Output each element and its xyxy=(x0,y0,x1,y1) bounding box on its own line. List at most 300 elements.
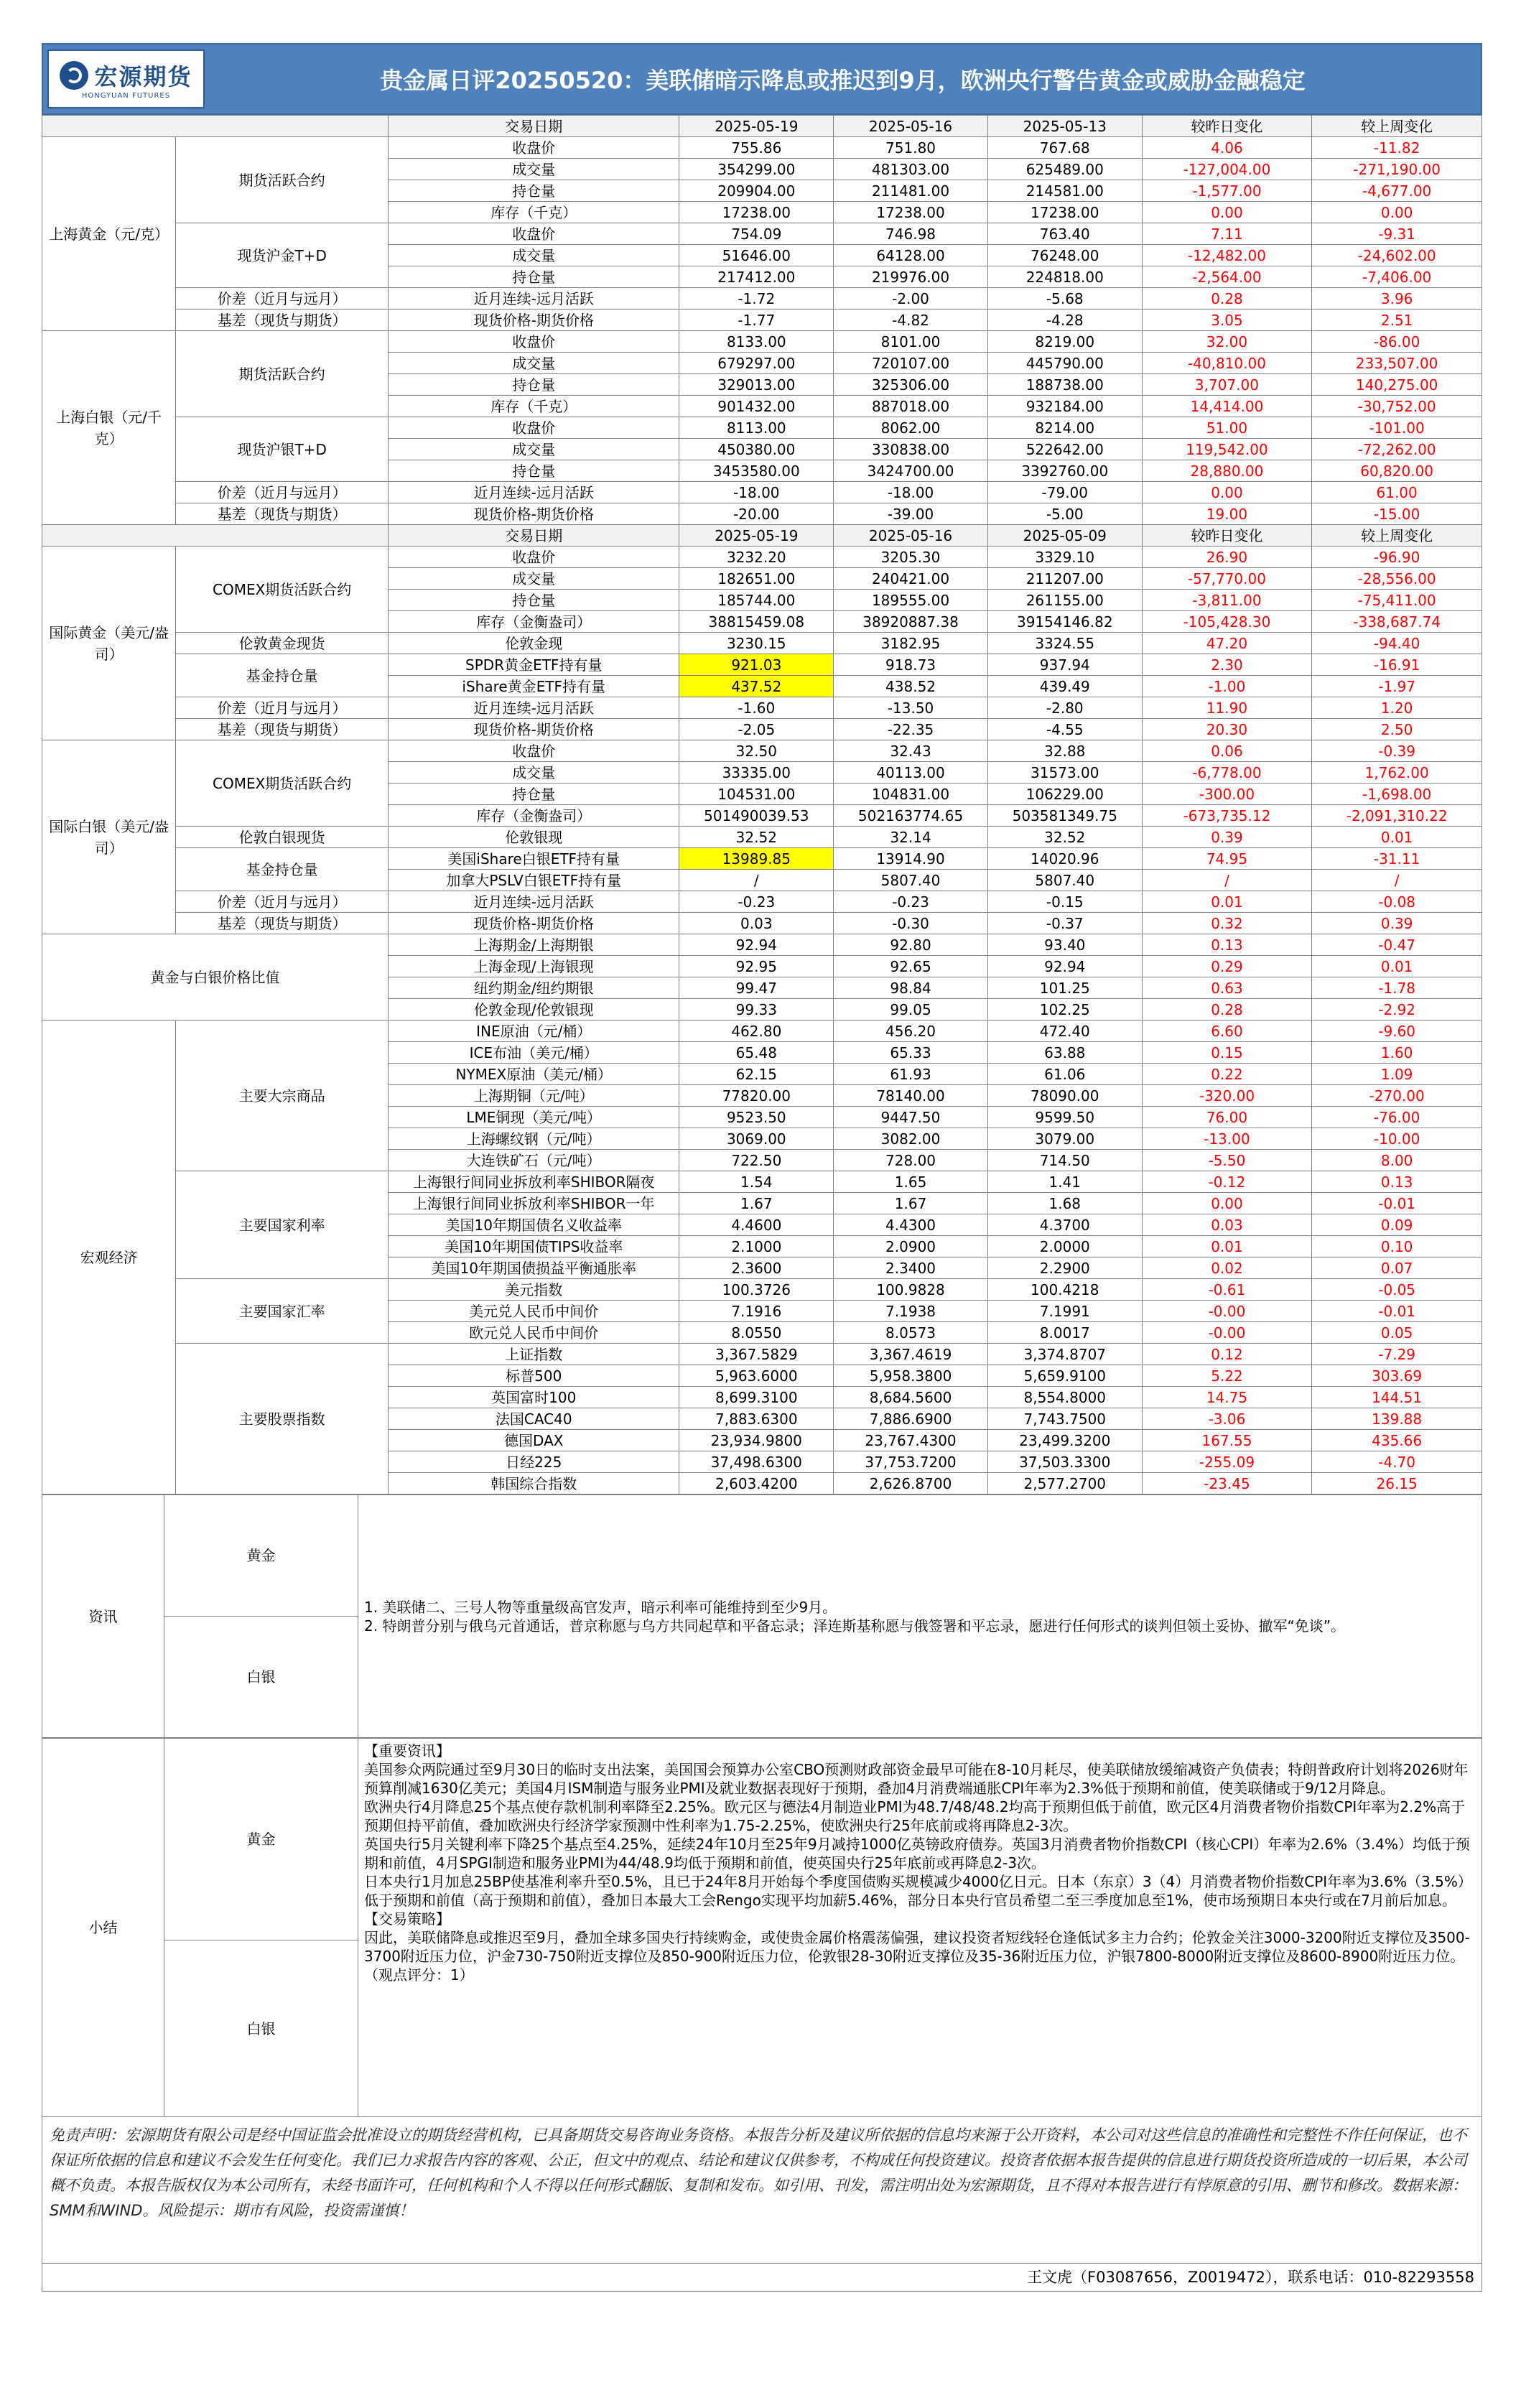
value-cell: 522642.00 xyxy=(987,439,1142,460)
value-cell: -0.47 xyxy=(1312,934,1482,956)
value-cell: 932184.00 xyxy=(987,396,1142,417)
value-cell: -300.00 xyxy=(1142,784,1312,805)
table-row xyxy=(42,137,1482,159)
value-cell: -79.00 xyxy=(987,482,1142,503)
summary-silver-label: 白银 xyxy=(164,1940,358,2117)
value-cell: 65.48 xyxy=(679,1042,834,1064)
item-label-cell: 成交量 xyxy=(389,353,679,374)
table-row xyxy=(42,654,1482,676)
item-label-cell: 持仓量 xyxy=(389,180,679,202)
value-cell: 0.01 xyxy=(1142,891,1312,913)
item-label-cell: 收盘价 xyxy=(389,223,679,245)
value-cell: 3230.15 xyxy=(679,633,834,654)
value-cell: -271,190.00 xyxy=(1312,159,1482,180)
value-cell: 329013.00 xyxy=(679,374,834,396)
value-cell: 32.43 xyxy=(834,740,988,762)
subcategory-cell: 伦敦白银现货 xyxy=(176,827,389,848)
value-cell: 0.03 xyxy=(1142,1214,1312,1236)
subcategory-cell: COMEX期货活跃合约 xyxy=(176,547,389,633)
value-cell: 7,886.6900 xyxy=(834,1408,988,1430)
subcategory-cell: 价差（近月与远月） xyxy=(176,482,389,503)
value-cell: 303.69 xyxy=(1312,1365,1482,1387)
value-cell: -1.97 xyxy=(1312,676,1482,697)
value-cell: 8133.00 xyxy=(679,331,834,353)
value-cell: 32.88 xyxy=(987,740,1142,762)
value-cell: 78140.00 xyxy=(834,1085,988,1107)
item-label-cell: 美国10年期国债TIPS收益率 xyxy=(389,1236,679,1258)
value-cell: 240421.00 xyxy=(834,568,988,590)
value-cell: 3,367.4619 xyxy=(834,1344,988,1365)
item-label-cell: 上海螺纹钢（元/吨） xyxy=(389,1128,679,1150)
value-cell: 1.41 xyxy=(987,1171,1142,1193)
subcategory-cell: 现货沪银T+D xyxy=(176,417,389,482)
item-label-cell: SPDR黄金ETF持有量 xyxy=(389,654,679,676)
value-cell: 887018.00 xyxy=(834,396,988,417)
value-cell: 99.33 xyxy=(679,999,834,1021)
value-cell: 104831.00 xyxy=(834,784,988,805)
value-cell: 2.2900 xyxy=(987,1258,1142,1279)
item-label-cell: 日经225 xyxy=(389,1451,679,1473)
value-cell: 5807.40 xyxy=(834,870,988,891)
value-cell: 1.68 xyxy=(987,1193,1142,1214)
value-cell: 3453580.00 xyxy=(679,460,834,482)
item-label-cell: 韩国综合指数 xyxy=(389,1473,679,1494)
value-cell: -1,698.00 xyxy=(1312,784,1482,805)
value-cell: 937.94 xyxy=(987,654,1142,676)
value-cell: 92.94 xyxy=(987,956,1142,977)
value-cell: 918.73 xyxy=(834,654,988,676)
summary-content xyxy=(358,1739,1482,2117)
value-cell: 76.00 xyxy=(1142,1107,1312,1128)
table-row xyxy=(42,697,1482,719)
value-cell: 5,958.3800 xyxy=(834,1365,988,1387)
value-cell: 98.84 xyxy=(834,977,988,999)
value-cell: 0.39 xyxy=(1142,827,1312,848)
value-cell: 3205.30 xyxy=(834,547,988,568)
value-cell: 625489.00 xyxy=(987,159,1142,180)
summary-paragraph-eu: 欧洲央行4月降息25个基点使存款机制利率降至2.25%。欧元区与德法4月制造业PMI为48.7/48/48.2均高于预期但低于前值，欧元区4月消费者物价指数CPI年率为2.2%高于预期但持平前值，叠加欧洲央行经济学家预测中性利率为1.75-2.25%，使欧洲央行25年底前或将再降息2-3次。 xyxy=(364,1798,1466,1834)
value-cell: 92.94 xyxy=(679,934,834,956)
news-silver-label: 白银 xyxy=(164,1617,358,1738)
value-cell: 14020.96 xyxy=(987,848,1142,870)
value-cell: 32.50 xyxy=(679,740,834,762)
value-cell: 47.20 xyxy=(1142,633,1312,654)
value-cell: -39.00 xyxy=(834,503,988,525)
value-cell: 188738.00 xyxy=(987,374,1142,396)
item-label-cell: 近月连续-远月活跃 xyxy=(389,891,679,913)
value-cell: 140,275.00 xyxy=(1312,374,1482,396)
hongyuan-logo-icon xyxy=(60,61,88,90)
item-label-cell: 上海银行间同业拆放利率SHIBOR一年 xyxy=(389,1193,679,1214)
value-cell: -0.01 xyxy=(1312,1301,1482,1322)
value-cell: 2.0000 xyxy=(987,1236,1142,1258)
value-cell: 2.0900 xyxy=(834,1236,988,1258)
value-cell: 139.88 xyxy=(1312,1408,1482,1430)
value-cell: -1.00 xyxy=(1142,676,1312,697)
value-cell: 445790.00 xyxy=(987,353,1142,374)
value-cell: 3424700.00 xyxy=(834,460,988,482)
value-cell: 17238.00 xyxy=(679,202,834,223)
value-cell: 0.06 xyxy=(1142,740,1312,762)
report-header xyxy=(42,43,1482,115)
value-cell: -4.82 xyxy=(834,310,988,331)
value-cell: -2,564.00 xyxy=(1142,266,1312,288)
table-row xyxy=(42,1171,1482,1193)
subcategory-cell: 现货沪金T+D xyxy=(176,223,389,288)
value-cell: -5.00 xyxy=(987,503,1142,525)
value-cell: 751.80 xyxy=(834,137,988,159)
value-cell: 755.86 xyxy=(679,137,834,159)
value-cell: 3,707.00 xyxy=(1142,374,1312,396)
value-cell: 62.15 xyxy=(679,1064,834,1085)
value-cell: -0.15 xyxy=(987,891,1142,913)
value-cell: 0.00 xyxy=(1142,1193,1312,1214)
value-cell: 0.09 xyxy=(1312,1214,1482,1236)
value-cell: -0.30 xyxy=(834,913,988,934)
value-cell: -0.61 xyxy=(1142,1279,1312,1301)
value-cell: 0.12 xyxy=(1142,1344,1312,1365)
value-cell: 38920887.38 xyxy=(834,611,988,633)
value-cell: 14,414.00 xyxy=(1142,396,1312,417)
value-cell: 0.03 xyxy=(679,913,834,934)
data-table xyxy=(42,115,1482,1494)
value-cell: -20.00 xyxy=(679,503,834,525)
item-label-cell: 收盘价 xyxy=(389,137,679,159)
item-label-cell: 欧元兑人民币中间价 xyxy=(389,1322,679,1344)
value-cell: 93.40 xyxy=(987,934,1142,956)
value-cell: 1.65 xyxy=(834,1171,988,1193)
value-cell: 2.50 xyxy=(1312,719,1482,740)
value-cell: -3,811.00 xyxy=(1142,590,1312,611)
item-label-cell: 收盘价 xyxy=(389,331,679,353)
value-cell: -76.00 xyxy=(1312,1107,1482,1128)
value-cell: 26.90 xyxy=(1142,547,1312,568)
value-cell: 435.66 xyxy=(1312,1430,1482,1451)
value-cell: 9447.50 xyxy=(834,1107,988,1128)
value-cell: 63.88 xyxy=(987,1042,1142,1064)
value-cell: 3329.10 xyxy=(987,547,1142,568)
value-cell: 3324.55 xyxy=(987,633,1142,654)
table-header-row xyxy=(42,525,1482,547)
value-cell: 1.60 xyxy=(1312,1042,1482,1064)
value-cell: 0.28 xyxy=(1142,999,1312,1021)
value-cell: 37,498.6300 xyxy=(679,1451,834,1473)
value-cell: -270.00 xyxy=(1312,1085,1482,1107)
value-cell: -4.28 xyxy=(987,310,1142,331)
value-cell: 104531.00 xyxy=(679,784,834,805)
summary-table xyxy=(42,1738,1482,2117)
item-label-cell: 德国DAX xyxy=(389,1430,679,1451)
table-row xyxy=(42,719,1482,740)
value-cell: 0.01 xyxy=(1142,1236,1312,1258)
report-page xyxy=(42,43,1482,2292)
value-cell: 100.9828 xyxy=(834,1279,988,1301)
value-cell: -0.00 xyxy=(1142,1322,1312,1344)
value-cell: 51.00 xyxy=(1142,417,1312,439)
value-cell: 209904.00 xyxy=(679,180,834,202)
value-cell: -28,556.00 xyxy=(1312,568,1482,590)
value-cell: 0.32 xyxy=(1142,913,1312,934)
value-cell: -4,677.00 xyxy=(1312,180,1482,202)
value-cell: -4.70 xyxy=(1312,1451,1482,1473)
value-cell: 13989.85 xyxy=(679,848,834,870)
value-cell: 211207.00 xyxy=(987,568,1142,590)
value-cell: 26.15 xyxy=(1312,1473,1482,1494)
value-cell: 6.60 xyxy=(1142,1021,1312,1042)
table-row xyxy=(42,891,1482,913)
item-label-cell: 伦敦金现 xyxy=(389,633,679,654)
value-cell: 1.67 xyxy=(834,1193,988,1214)
value-cell: 106229.00 xyxy=(987,784,1142,805)
category-cell: 上海白银（元/千克） xyxy=(42,331,176,525)
value-cell: 119,542.00 xyxy=(1142,439,1312,460)
value-cell: 2.1000 xyxy=(679,1236,834,1258)
header-blank-cell xyxy=(42,525,389,547)
subcategory-cell: 价差（近月与远月） xyxy=(176,697,389,719)
value-cell: -6,778.00 xyxy=(1142,762,1312,784)
value-cell: -18.00 xyxy=(834,482,988,503)
value-cell: -105,428.30 xyxy=(1142,611,1312,633)
value-cell: -2.00 xyxy=(834,288,988,310)
subcategory-cell: 基差（现货与期货） xyxy=(176,310,389,331)
value-cell: -2.92 xyxy=(1312,999,1482,1021)
value-cell: 901432.00 xyxy=(679,396,834,417)
value-cell: 92.95 xyxy=(679,956,834,977)
subcategory-cell: 主要股票指数 xyxy=(176,1344,389,1494)
table-row xyxy=(42,934,1482,956)
value-cell: 7.1938 xyxy=(834,1301,988,1322)
value-cell: 38815459.08 xyxy=(679,611,834,633)
logo-text: 宏源期货 xyxy=(94,62,192,90)
value-cell: 167.55 xyxy=(1142,1430,1312,1451)
item-label-cell: 加拿大PSLV白银ETF持有量 xyxy=(389,870,679,891)
value-cell: 8219.00 xyxy=(987,331,1142,353)
value-cell: 13914.90 xyxy=(834,848,988,870)
value-cell: 23,934.9800 xyxy=(679,1430,834,1451)
value-cell: -0.01 xyxy=(1312,1193,1482,1214)
value-cell: -30,752.00 xyxy=(1312,396,1482,417)
value-cell: 3232.20 xyxy=(679,547,834,568)
item-label-cell: 上证指数 xyxy=(389,1344,679,1365)
item-label-cell: 成交量 xyxy=(389,245,679,266)
news-gold-label: 黄金 xyxy=(164,1495,358,1617)
value-cell: 8101.00 xyxy=(834,331,988,353)
value-cell: -16.91 xyxy=(1312,654,1482,676)
value-cell: 3182.95 xyxy=(834,633,988,654)
author-contact: 王文虎（F03087656，Z0019472），联系电话：010-82293558 xyxy=(42,2264,1482,2292)
item-label-cell: 现货价格-期货价格 xyxy=(389,503,679,525)
summary-paragraph-us: 美国参众两院通过至9月30日的临时支出法案，美国国会预算办公室CBO预测财政部资金最早可能在8-10月耗尽，使美联储放缓缩减资产负债表；特朗普政府计划将2026财年预算削减1630亿美元；美国4月ISM制造与服务业PMI及就业数据表现好于预期，叠加4月消费端通胀CPI年率为2.3%低于预期和前值，使美联储或于9/12月降息。 xyxy=(364,1761,1469,1797)
value-cell: -22.35 xyxy=(834,719,988,740)
value-cell: 437.52 xyxy=(679,676,834,697)
value-cell: 28,880.00 xyxy=(1142,460,1312,482)
header-cell-d3: 2025-05-13 xyxy=(987,116,1142,137)
value-cell: 32.52 xyxy=(679,827,834,848)
value-cell: -9.31 xyxy=(1312,223,1482,245)
value-cell: 233,507.00 xyxy=(1312,353,1482,374)
news-line-2: 2. 特朗普分别与俄乌元首通话，普京称愿与乌方共同起草和平备忘录；泽连斯基称愿与俄签署和平忘录，愿进行任何形式的谈判但领土妥协、撤军“免谈”。 xyxy=(364,1617,1346,1635)
item-label-cell: 纽约期金/纽约期银 xyxy=(389,977,679,999)
value-cell: -338,687.74 xyxy=(1312,611,1482,633)
value-cell: -0.23 xyxy=(679,891,834,913)
value-cell: 3.05 xyxy=(1142,310,1312,331)
value-cell: 219976.00 xyxy=(834,266,988,288)
logo-subtext: HONGYUAN FUTURES xyxy=(81,91,171,100)
table-row xyxy=(42,547,1482,568)
value-cell: -7.29 xyxy=(1312,1344,1482,1365)
value-cell: 23,767.4300 xyxy=(834,1430,988,1451)
item-label-cell: 上海期金/上海期银 xyxy=(389,934,679,956)
value-cell: -1,577.00 xyxy=(1142,180,1312,202)
subcategory-cell: COMEX期货活跃合约 xyxy=(176,740,389,827)
value-cell: 462.80 xyxy=(679,1021,834,1042)
value-cell: / xyxy=(1312,870,1482,891)
table-row xyxy=(42,827,1482,848)
value-cell: -18.00 xyxy=(679,482,834,503)
value-cell: 189555.00 xyxy=(834,590,988,611)
value-cell: 40113.00 xyxy=(834,762,988,784)
value-cell: 503581349.75 xyxy=(987,805,1142,827)
value-cell: -31.11 xyxy=(1312,848,1482,870)
report-title: 贵金属日评20250520：美联储暗示降息或推迟到9月，欧洲央行警告黄金或威胁金融稳定 xyxy=(380,67,1306,94)
item-label-cell: 库存（金衡盎司） xyxy=(389,611,679,633)
news-label: 资讯 xyxy=(42,1495,164,1738)
value-cell: 3069.00 xyxy=(679,1128,834,1150)
table-row xyxy=(42,223,1482,245)
item-label-cell: 美国iShare白银ETF持有量 xyxy=(389,848,679,870)
item-label-cell: 成交量 xyxy=(389,568,679,590)
value-cell: -0.00 xyxy=(1142,1301,1312,1322)
value-cell: 8062.00 xyxy=(834,417,988,439)
value-cell: / xyxy=(679,870,834,891)
value-cell: 1.54 xyxy=(679,1171,834,1193)
header-cell-d2: 2025-05-16 xyxy=(834,116,988,137)
item-label-cell: 美国10年期国债损益平衡通胀率 xyxy=(389,1258,679,1279)
subcategory-cell: 基差（现货与期货） xyxy=(176,719,389,740)
summary-heading-news: 【重要资讯】 xyxy=(364,1742,450,1759)
value-cell: 720107.00 xyxy=(834,353,988,374)
value-cell: 2.51 xyxy=(1312,310,1482,331)
value-cell: 679297.00 xyxy=(679,353,834,374)
value-cell: -255.09 xyxy=(1142,1451,1312,1473)
summary-heading-strategy: 【交易策略】 xyxy=(364,1910,450,1928)
value-cell: 354299.00 xyxy=(679,159,834,180)
value-cell: 2.3400 xyxy=(834,1258,988,1279)
value-cell: 472.40 xyxy=(987,1021,1142,1042)
value-cell: 4.3700 xyxy=(987,1214,1142,1236)
value-cell: 722.50 xyxy=(679,1150,834,1171)
subcategory-cell: 伦敦黄金现货 xyxy=(176,633,389,654)
item-label-cell: 持仓量 xyxy=(389,590,679,611)
value-cell: 438.52 xyxy=(834,676,988,697)
item-label-cell: 收盘价 xyxy=(389,740,679,762)
value-cell: 20.30 xyxy=(1142,719,1312,740)
header-cell-label: 交易日期 xyxy=(389,116,679,137)
item-label-cell: 伦敦银现 xyxy=(389,827,679,848)
value-cell: 746.98 xyxy=(834,223,988,245)
value-cell: -5.50 xyxy=(1142,1150,1312,1171)
value-cell: -0.39 xyxy=(1312,740,1482,762)
value-cell: 14.75 xyxy=(1142,1387,1312,1408)
value-cell: 39154146.82 xyxy=(987,611,1142,633)
item-label-cell: 持仓量 xyxy=(389,460,679,482)
value-cell: 8113.00 xyxy=(679,417,834,439)
value-cell: 0.00 xyxy=(1142,202,1312,223)
value-cell: 3.96 xyxy=(1312,288,1482,310)
item-label-cell: INE原油（元/桶） xyxy=(389,1021,679,1042)
value-cell: -2,091,310.22 xyxy=(1312,805,1482,827)
value-cell: 0.01 xyxy=(1312,956,1482,977)
value-cell: 1,762.00 xyxy=(1312,762,1482,784)
header-cell-c2: 较上周变化 xyxy=(1312,116,1482,137)
value-cell: -23.45 xyxy=(1142,1473,1312,1494)
value-cell: 9523.50 xyxy=(679,1107,834,1128)
item-label-cell: 大连铁矿石（元/吨） xyxy=(389,1150,679,1171)
value-cell: 450380.00 xyxy=(679,439,834,460)
item-label-cell: NYMEX原油（美元/桶） xyxy=(389,1064,679,1085)
value-cell: 100.4218 xyxy=(987,1279,1142,1301)
value-cell: 4.4600 xyxy=(679,1214,834,1236)
value-cell: -13.00 xyxy=(1142,1128,1312,1150)
value-cell: 2.30 xyxy=(1142,654,1312,676)
header-cell-c2: 较上周变化 xyxy=(1312,525,1482,547)
value-cell: 1.67 xyxy=(679,1193,834,1214)
value-cell: -11.82 xyxy=(1312,137,1482,159)
item-label-cell: 成交量 xyxy=(389,762,679,784)
subcategory-cell: 主要国家利率 xyxy=(176,1171,389,1279)
value-cell: -96.90 xyxy=(1312,547,1482,568)
item-label-cell: 现货价格-期货价格 xyxy=(389,310,679,331)
header-cell-d1: 2025-05-19 xyxy=(679,116,834,137)
value-cell: 8214.00 xyxy=(987,417,1142,439)
value-cell: 8.00 xyxy=(1312,1150,1482,1171)
item-label-cell: 库存（千克） xyxy=(389,396,679,417)
value-cell: 501490039.53 xyxy=(679,805,834,827)
value-cell: -40,810.00 xyxy=(1142,353,1312,374)
value-cell: 2.3600 xyxy=(679,1258,834,1279)
value-cell: -0.23 xyxy=(834,891,988,913)
value-cell: -0.05 xyxy=(1312,1279,1482,1301)
category-cell: 国际黄金（美元/盎司） xyxy=(42,547,176,740)
value-cell: 8.0573 xyxy=(834,1322,988,1344)
value-cell: 4.06 xyxy=(1142,137,1312,159)
value-cell: 3,367.5829 xyxy=(679,1344,834,1365)
value-cell: 0.13 xyxy=(1142,934,1312,956)
item-label-cell: iShare黄金ETF持有量 xyxy=(389,676,679,697)
value-cell: 144.51 xyxy=(1312,1387,1482,1408)
value-cell: -101.00 xyxy=(1312,417,1482,439)
value-cell: 7,743.7500 xyxy=(987,1408,1142,1430)
summary-paragraph-strategy: 因此，美联储降息或推迟至9月，叠加全球多国央行持续购金，或使贵金属价格震荡偏强，建议投资者短线轻仓逢低试多主力合约；伦敦金关注3000-3200附近支撑位及3500-3700附近压力位，沪金730-750附近支撑位及850-900附近压力位，伦敦银28-30附近支撑位及35-36附近压力位，沪银7800-8000附近支撑位及8600-8900附近压力位。（观点评分：1） xyxy=(364,1929,1470,1984)
table-row xyxy=(42,740,1482,762)
value-cell: 714.50 xyxy=(987,1150,1142,1171)
subcategory-cell: 主要大宗商品 xyxy=(176,1021,389,1171)
item-label-cell: 收盘价 xyxy=(389,547,679,568)
value-cell: 5807.40 xyxy=(987,870,1142,891)
value-cell: -5.68 xyxy=(987,288,1142,310)
value-cell: -1.78 xyxy=(1312,977,1482,999)
value-cell: 4.4300 xyxy=(834,1214,988,1236)
value-cell: 0.05 xyxy=(1312,1322,1482,1344)
value-cell: 33335.00 xyxy=(679,762,834,784)
value-cell: 3,374.8707 xyxy=(987,1344,1142,1365)
table-row xyxy=(42,1279,1482,1301)
value-cell: 32.52 xyxy=(987,827,1142,848)
value-cell: 0.00 xyxy=(1312,202,1482,223)
hongyuan-logo xyxy=(47,50,205,108)
value-cell: -2.80 xyxy=(987,697,1142,719)
value-cell: 100.3726 xyxy=(679,1279,834,1301)
